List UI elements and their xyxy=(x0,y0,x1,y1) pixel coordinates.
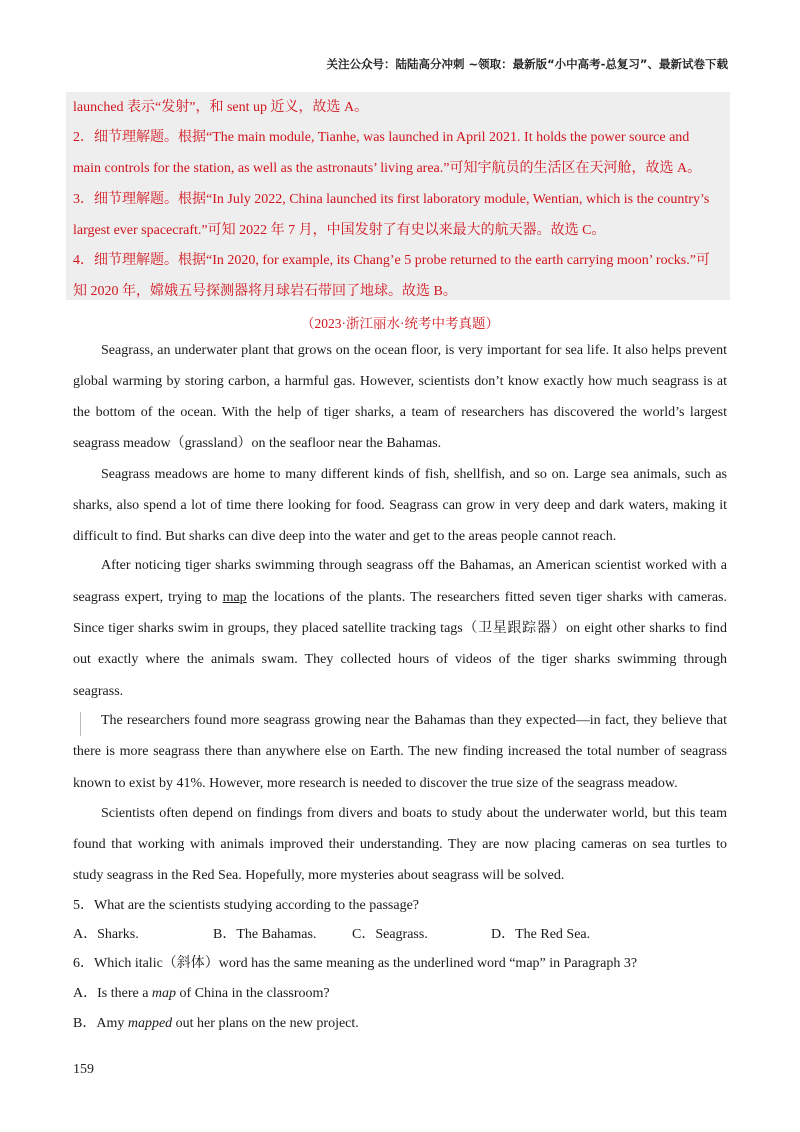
italic-word-mapped: mapped xyxy=(127,1016,173,1031)
option-text: out her plans on the new project. xyxy=(172,1016,359,1031)
passage-line: After noticing tiger sharks swimming through seagrass off the Bahamas, an American scientist worked with a xyxy=(101,558,727,573)
passage-line xyxy=(73,588,727,608)
passage-line: seagrass. xyxy=(73,684,124,699)
passage-line: Seagrass, an underwater plant that grows on the ocean floor, is very important for sea life. It also helps prevent xyxy=(101,343,727,358)
passage-line: known to exist by 41%. However, more research is needed to discover the true size of the seagrass meadow. xyxy=(73,776,678,791)
italic-word-map: map xyxy=(151,986,177,1001)
passage-line: out exactly where the animals swam. They collected hours of videos of the tiger sharks swimming through xyxy=(73,652,727,667)
passage-line: study seagrass in the Red Sea. Hopefully, more mysteries about seagrass will be solved. xyxy=(73,868,565,883)
passage-line: global warming by storing carbon, a harmful gas. However, scientists don’t know exactly how much seagrass is at xyxy=(73,374,727,389)
answer-line: main controls for the station, as well as the astronauts’ living area.”可知宇航员的生活区在天河舱，故选 A。 xyxy=(73,161,702,176)
passage-line: sharks, also spend a lot of time there looking for food. Seagrass can grow in very deep and dark waters, making it xyxy=(73,498,727,513)
answer-line: launched 表示“发射”，和 sent up 近义，故选 A。 xyxy=(73,100,369,115)
passage-line: found that working with animals improved their understanding. They are now placing cameras on sea turtles to xyxy=(73,837,727,852)
question-6-stem: 6．Which italic（斜体）word has the same meaning as the underlined word “map” in Paragraph 3? xyxy=(73,956,638,971)
passage-line: difficult to find. But sharks can dive deep into the water and get to the areas people cannot reach. xyxy=(73,529,617,544)
option-c[interactable]: C．Seagrass. xyxy=(352,927,428,942)
option-text: B．Amy xyxy=(73,1016,128,1031)
option-a[interactable]: A．Sharks. xyxy=(73,927,139,942)
passage-line: Seagrass meadows are home to many different kinds of fish, shellfish, and so on. Large sea animals, such as xyxy=(101,467,727,482)
passage-text: seagrass expert, trying to xyxy=(73,590,223,605)
underlined-word-map: map xyxy=(222,590,247,605)
passage-line: seagrass meadow（grassland）on the seafloor near the Bahamas. xyxy=(73,436,442,451)
answer-line: 知 2020 年，嫦娥五号探测器将月球岩石带回了地球。故选 B。 xyxy=(73,284,457,299)
passage-line: Scientists often depend on findings from divers and boats to study about the underwater world, but this team xyxy=(101,806,727,821)
option-text: A．Is there a xyxy=(73,986,152,1001)
question-5-stem: 5．What are the scientists studying according to the passage? xyxy=(73,898,420,913)
answer-line: largest ever spacecraft.”可知 2022 年 7 月，中国发射了有史以来最大的航天器。故选 C。 xyxy=(73,223,606,238)
question-6-option-a[interactable] xyxy=(73,984,727,1004)
answer-line: 3．细节理解题。根据“In July 2022, China launched its first laboratory module, Wentian, which is the country’s xyxy=(73,192,710,207)
exam-source-label: （2023·浙江丽水·统考中考真题） xyxy=(301,316,499,331)
option-text: of China in the classroom? xyxy=(176,986,330,1001)
passage-text: the locations of the plants. The researchers fitted seven tiger sharks with cameras. xyxy=(246,590,727,605)
question-6-option-b[interactable] xyxy=(73,1014,727,1034)
answer-line: 4．细节理解题。根据“In 2020, for example, its Chang’e 5 probe returned to the earth carrying moon’ rocks.”可 xyxy=(73,253,710,268)
page-number: 159 xyxy=(73,1062,94,1077)
option-b[interactable]: B．The Bahamas. xyxy=(213,927,317,942)
page-header: 关注公众号：陆陆高分冲刺 ~领取：最新版“小中高考-总复习”、最新试卷下载 xyxy=(326,57,728,71)
passage-line: the bottom of the ocean. With the help of tiger sharks, a team of researchers has discovered the world’s largest xyxy=(73,405,727,420)
passage-line: Since tiger sharks swim in groups, they placed satellite tracking tags（卫星跟踪器）on eight other sharks to find xyxy=(73,621,727,636)
answer-line: 2．细节理解题。根据“The main module, Tianhe, was launched in April 2021. It holds the power source and xyxy=(73,130,690,145)
passage-line: The researchers found more seagrass growing near the Bahamas than they expected—in fact, they believe that xyxy=(101,713,727,728)
question-5-options xyxy=(73,925,727,945)
option-d[interactable]: D．The Red Sea. xyxy=(491,927,591,942)
passage-line: there is more seagrass there than anywhere else on Earth. The new finding increased the total number of seagrass xyxy=(73,744,727,759)
margin-mark xyxy=(80,712,81,736)
